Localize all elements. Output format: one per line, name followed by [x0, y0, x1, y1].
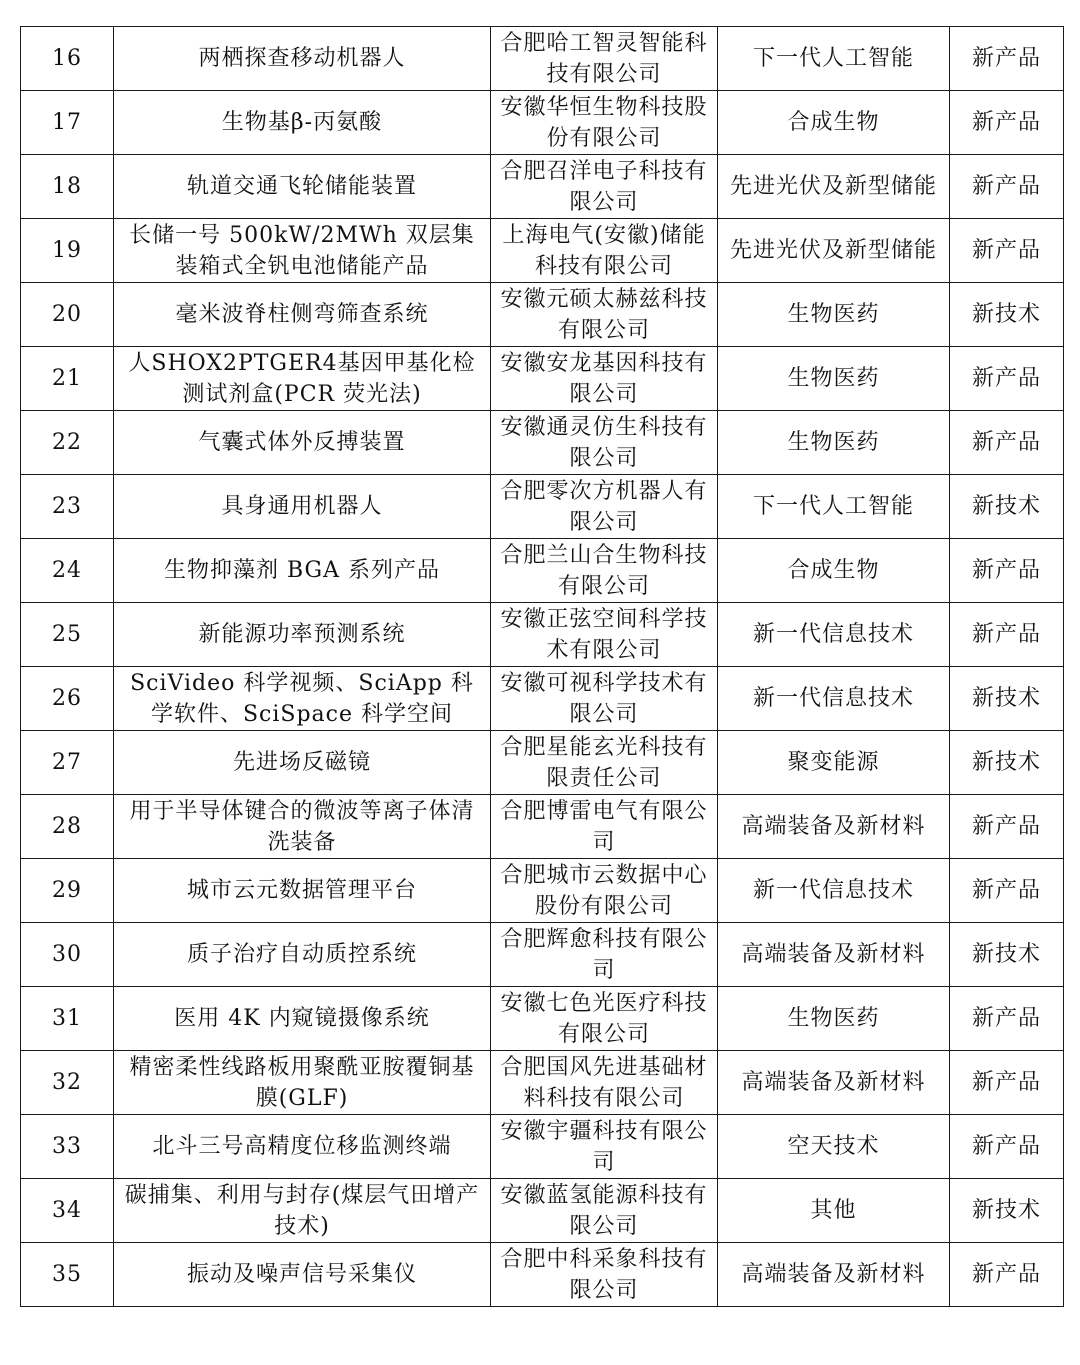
product-name: 北斗三号高精度位移监测终端 [114, 1115, 491, 1179]
row-number: 21 [21, 347, 114, 411]
row-number: 16 [21, 27, 114, 91]
product-name: 精密柔性线路板用聚酰亚胺覆铜基膜(GLF) [114, 1051, 491, 1115]
row-number: 24 [21, 539, 114, 603]
industry-field: 聚变能源 [718, 731, 950, 795]
innovation-type: 新产品 [950, 155, 1064, 219]
table-row [21, 283, 1064, 347]
product-name: 两栖探查移动机器人 [114, 27, 491, 91]
table-row [21, 795, 1064, 859]
row-number: 34 [21, 1179, 114, 1243]
product-name: SciVideo 科学视频、SciApp 科学软件、SciSpace 科学空间 [114, 667, 491, 731]
row-number: 20 [21, 283, 114, 347]
product-name: 用于半导体键合的微波等离子体清洗装备 [114, 795, 491, 859]
product-name: 长储一号 500kW/2MWh 双层集装箱式全钒电池储能产品 [114, 219, 491, 283]
innovation-type: 新产品 [950, 603, 1064, 667]
company-name: 安徽通灵仿生科技有限公司 [491, 411, 718, 475]
innovation-type: 新产品 [950, 219, 1064, 283]
row-number: 26 [21, 667, 114, 731]
table-row [21, 987, 1064, 1051]
industry-field: 下一代人工智能 [718, 27, 950, 91]
row-number: 30 [21, 923, 114, 987]
innovation-type: 新技术 [950, 731, 1064, 795]
table-row [21, 1179, 1064, 1243]
product-list-table [20, 26, 1064, 1307]
innovation-type: 新产品 [950, 539, 1064, 603]
innovation-type: 新产品 [950, 91, 1064, 155]
industry-field: 高端装备及新材料 [718, 1243, 950, 1307]
row-number: 31 [21, 987, 114, 1051]
innovation-type: 新产品 [950, 859, 1064, 923]
innovation-type: 新产品 [950, 1243, 1064, 1307]
company-name: 安徽宇疆科技有限公司 [491, 1115, 718, 1179]
row-number: 33 [21, 1115, 114, 1179]
industry-field: 合成生物 [718, 91, 950, 155]
industry-field: 新一代信息技术 [718, 859, 950, 923]
table-row [21, 731, 1064, 795]
company-name: 上海电气(安徽)储能科技有限公司 [491, 219, 718, 283]
company-name: 安徽可视科学技术有限公司 [491, 667, 718, 731]
row-number: 25 [21, 603, 114, 667]
table-row [21, 1115, 1064, 1179]
row-number: 18 [21, 155, 114, 219]
product-name: 医用 4K 内窥镜摄像系统 [114, 987, 491, 1051]
innovation-type: 新技术 [950, 923, 1064, 987]
company-name: 合肥中科采象科技有限公司 [491, 1243, 718, 1307]
product-name: 先进场反磁镜 [114, 731, 491, 795]
company-name: 安徽华恒生物科技股份有限公司 [491, 91, 718, 155]
industry-field: 高端装备及新材料 [718, 795, 950, 859]
product-name: 毫米波脊柱侧弯筛查系统 [114, 283, 491, 347]
industry-field: 先进光伏及新型储能 [718, 155, 950, 219]
company-name: 合肥辉愈科技有限公司 [491, 923, 718, 987]
product-name: 具身通用机器人 [114, 475, 491, 539]
row-number: 29 [21, 859, 114, 923]
company-name: 合肥兰山合生物科技有限公司 [491, 539, 718, 603]
company-name: 合肥哈工智灵智能科技有限公司 [491, 27, 718, 91]
row-number: 35 [21, 1243, 114, 1307]
company-name: 安徽元硕太赫兹科技有限公司 [491, 283, 718, 347]
company-name: 合肥国风先进基础材料科技有限公司 [491, 1051, 718, 1115]
product-name: 碳捕集、利用与封存(煤层气田增产技术) [114, 1179, 491, 1243]
company-name: 合肥召洋电子科技有限公司 [491, 155, 718, 219]
product-name: 生物基β-丙氨酸 [114, 91, 491, 155]
table-row [21, 475, 1064, 539]
product-name: 人SHOX2PTGER4基因甲基化检测试剂盒(PCR 荧光法) [114, 347, 491, 411]
industry-field: 新一代信息技术 [718, 603, 950, 667]
industry-field: 生物医药 [718, 411, 950, 475]
table-row [21, 539, 1064, 603]
product-name: 新能源功率预测系统 [114, 603, 491, 667]
company-name: 安徽七色光医疗科技有限公司 [491, 987, 718, 1051]
industry-field: 其他 [718, 1179, 950, 1243]
industry-field: 高端装备及新材料 [718, 923, 950, 987]
row-number: 23 [21, 475, 114, 539]
innovation-type: 新产品 [950, 411, 1064, 475]
row-number: 22 [21, 411, 114, 475]
row-number: 32 [21, 1051, 114, 1115]
company-name: 合肥零次方机器人有限公司 [491, 475, 718, 539]
innovation-type: 新产品 [950, 1115, 1064, 1179]
company-name: 安徽安龙基因科技有限公司 [491, 347, 718, 411]
industry-field: 生物医药 [718, 347, 950, 411]
row-number: 19 [21, 219, 114, 283]
industry-field: 空天技术 [718, 1115, 950, 1179]
innovation-type: 新技术 [950, 1179, 1064, 1243]
row-number: 28 [21, 795, 114, 859]
innovation-type: 新产品 [950, 795, 1064, 859]
row-number: 17 [21, 91, 114, 155]
innovation-type: 新技术 [950, 283, 1064, 347]
company-name: 安徽正弦空间科学技术有限公司 [491, 603, 718, 667]
product-name: 生物抑藻剂 BGA 系列产品 [114, 539, 491, 603]
row-number: 27 [21, 731, 114, 795]
innovation-type: 新产品 [950, 27, 1064, 91]
innovation-type: 新技术 [950, 667, 1064, 731]
innovation-type: 新产品 [950, 347, 1064, 411]
table-row [21, 219, 1064, 283]
table-row [21, 923, 1064, 987]
company-name: 合肥星能玄光科技有限责任公司 [491, 731, 718, 795]
industry-field: 先进光伏及新型储能 [718, 219, 950, 283]
product-name: 轨道交通飞轮储能装置 [114, 155, 491, 219]
innovation-type: 新产品 [950, 987, 1064, 1051]
company-name: 合肥城市云数据中心股份有限公司 [491, 859, 718, 923]
innovation-type: 新产品 [950, 1051, 1064, 1115]
innovation-type: 新技术 [950, 475, 1064, 539]
table-row [21, 91, 1064, 155]
industry-field: 高端装备及新材料 [718, 1051, 950, 1115]
table-row [21, 347, 1064, 411]
table-row [21, 1243, 1064, 1307]
industry-field: 下一代人工智能 [718, 475, 950, 539]
company-name: 安徽蓝氢能源科技有限公司 [491, 1179, 718, 1243]
table-row [21, 859, 1064, 923]
table-row [21, 155, 1064, 219]
table-row [21, 1051, 1064, 1115]
industry-field: 生物医药 [718, 987, 950, 1051]
table-row [21, 603, 1064, 667]
product-name: 气囊式体外反搏装置 [114, 411, 491, 475]
table-row [21, 667, 1064, 731]
table-row [21, 411, 1064, 475]
table-row [21, 27, 1064, 91]
product-name: 振动及噪声信号采集仪 [114, 1243, 491, 1307]
industry-field: 合成生物 [718, 539, 950, 603]
industry-field: 生物医药 [718, 283, 950, 347]
company-name: 合肥博雷电气有限公司 [491, 795, 718, 859]
industry-field: 新一代信息技术 [718, 667, 950, 731]
product-name: 质子治疗自动质控系统 [114, 923, 491, 987]
product-name: 城市云元数据管理平台 [114, 859, 491, 923]
